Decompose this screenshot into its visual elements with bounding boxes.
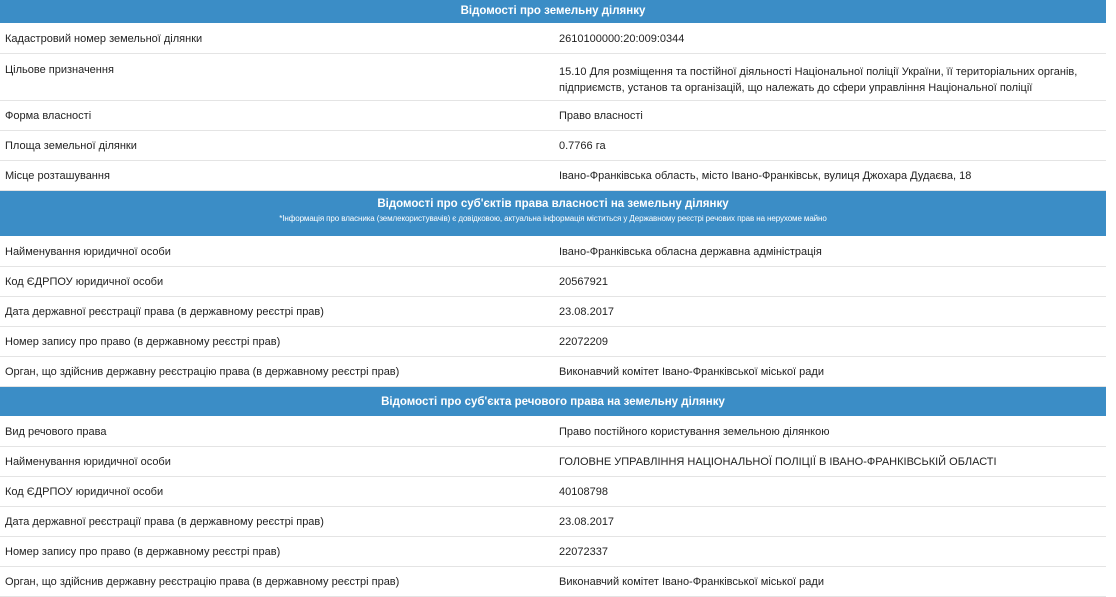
- row-label: Дата державної реєстрації права (в державному реєстрі прав): [5, 306, 324, 318]
- table-row: [0, 24, 1106, 54]
- table-row: [0, 237, 1106, 267]
- row-value: Івано-Франківська обласна державна адміністрація: [559, 246, 822, 258]
- table-row: [0, 537, 1106, 567]
- table-row: [0, 567, 1106, 597]
- table-row: [0, 54, 1106, 101]
- table-row: [0, 101, 1106, 131]
- table-row: [0, 417, 1106, 447]
- table-row: [0, 507, 1106, 537]
- row-label: Найменування юридичної особи: [5, 246, 171, 258]
- row-value: 23.08.2017: [559, 306, 615, 318]
- row-value: Виконавчий комітет Івано-Франківської міської ради: [559, 366, 824, 378]
- row-value: 15.10 Для розміщення та постійної діяльності Національної поліції України, її територіальних органів, підприємств, установ та організацій, що належать до сфери управління Національної поліції: [559, 66, 1078, 94]
- row-label: Кадастровий номер земельної ділянки: [5, 33, 203, 45]
- table-row: [0, 447, 1106, 477]
- row-label: Форма власності: [5, 110, 92, 122]
- table-row: [0, 161, 1106, 191]
- page-right-margin: [1106, 0, 1116, 594]
- row-value: ГОЛОВНЕ УПРАВЛІННЯ НАЦІОНАЛЬНОЇ ПОЛІЦІЇ В ІВАНО-ФРАНКІВСЬКІЙ ОБЛАСТІ: [559, 456, 997, 468]
- row-value: Право постійного користування земельною ділянкою: [559, 426, 830, 438]
- row-value: Виконавчий комітет Івано-Франківської міської ради: [559, 576, 824, 588]
- row-value: Право власності: [559, 110, 643, 122]
- row-label: Площа земельної ділянки: [5, 140, 137, 152]
- row-label: Орган, що здійснив державну реєстрацію права (в державному реєстрі прав): [5, 576, 400, 588]
- table-row: [0, 477, 1106, 507]
- row-value: 40108798: [559, 486, 608, 498]
- row-value: Івано-Франківська область, місто Івано-Франківськ, вулиця Джохара Дудаєва, 18: [559, 170, 972, 182]
- row-label: Код ЄДРПОУ юридичної особи: [5, 486, 164, 498]
- row-value: 0.7766 га: [559, 140, 606, 152]
- table-row: [0, 131, 1106, 161]
- table-row: [0, 357, 1106, 387]
- row-label: Цільове призначення: [5, 64, 114, 76]
- table-row: [0, 297, 1106, 327]
- row-label: Номер запису про право (в державному реєстрі прав): [5, 546, 281, 558]
- table-row: [0, 267, 1106, 297]
- section-header-owners: [0, 191, 1106, 237]
- row-label: Вид речового права: [5, 426, 107, 438]
- row-value: 20567921: [559, 276, 608, 288]
- table-row: [0, 327, 1106, 357]
- row-value: 23.08.2017: [559, 516, 615, 528]
- row-label: Дата державної реєстрації права (в державному реєстрі прав): [5, 516, 324, 528]
- row-label: Місце розташування: [5, 170, 110, 182]
- section-header-real-right-subject: Відомості про суб'єкта речового права на земельну ділянку: [0, 387, 1106, 417]
- row-label: Орган, що здійснив державну реєстрацію права (в державному реєстрі прав): [5, 366, 400, 378]
- row-value: 22072337: [559, 546, 608, 558]
- row-value: 2610100000:20:009:0344: [559, 33, 685, 45]
- row-label: Код ЄДРПОУ юридичної особи: [5, 276, 164, 288]
- section-header-land-plot: Відомості про земельну ділянку: [0, 0, 1106, 24]
- owner-info-note: *Інформація про власника (землекористувачів) є довідковою, актуальна інформація міститься у Державному реєстрі речових прав на нерухоме майно: [279, 214, 827, 223]
- row-label: Найменування юридичної особи: [5, 456, 171, 468]
- row-label: Номер запису про право (в державному реєстрі прав): [5, 336, 281, 348]
- section-title: Відомості про суб'єктів права власності на земельну ділянку: [377, 198, 729, 210]
- row-value: 22072209: [559, 336, 608, 348]
